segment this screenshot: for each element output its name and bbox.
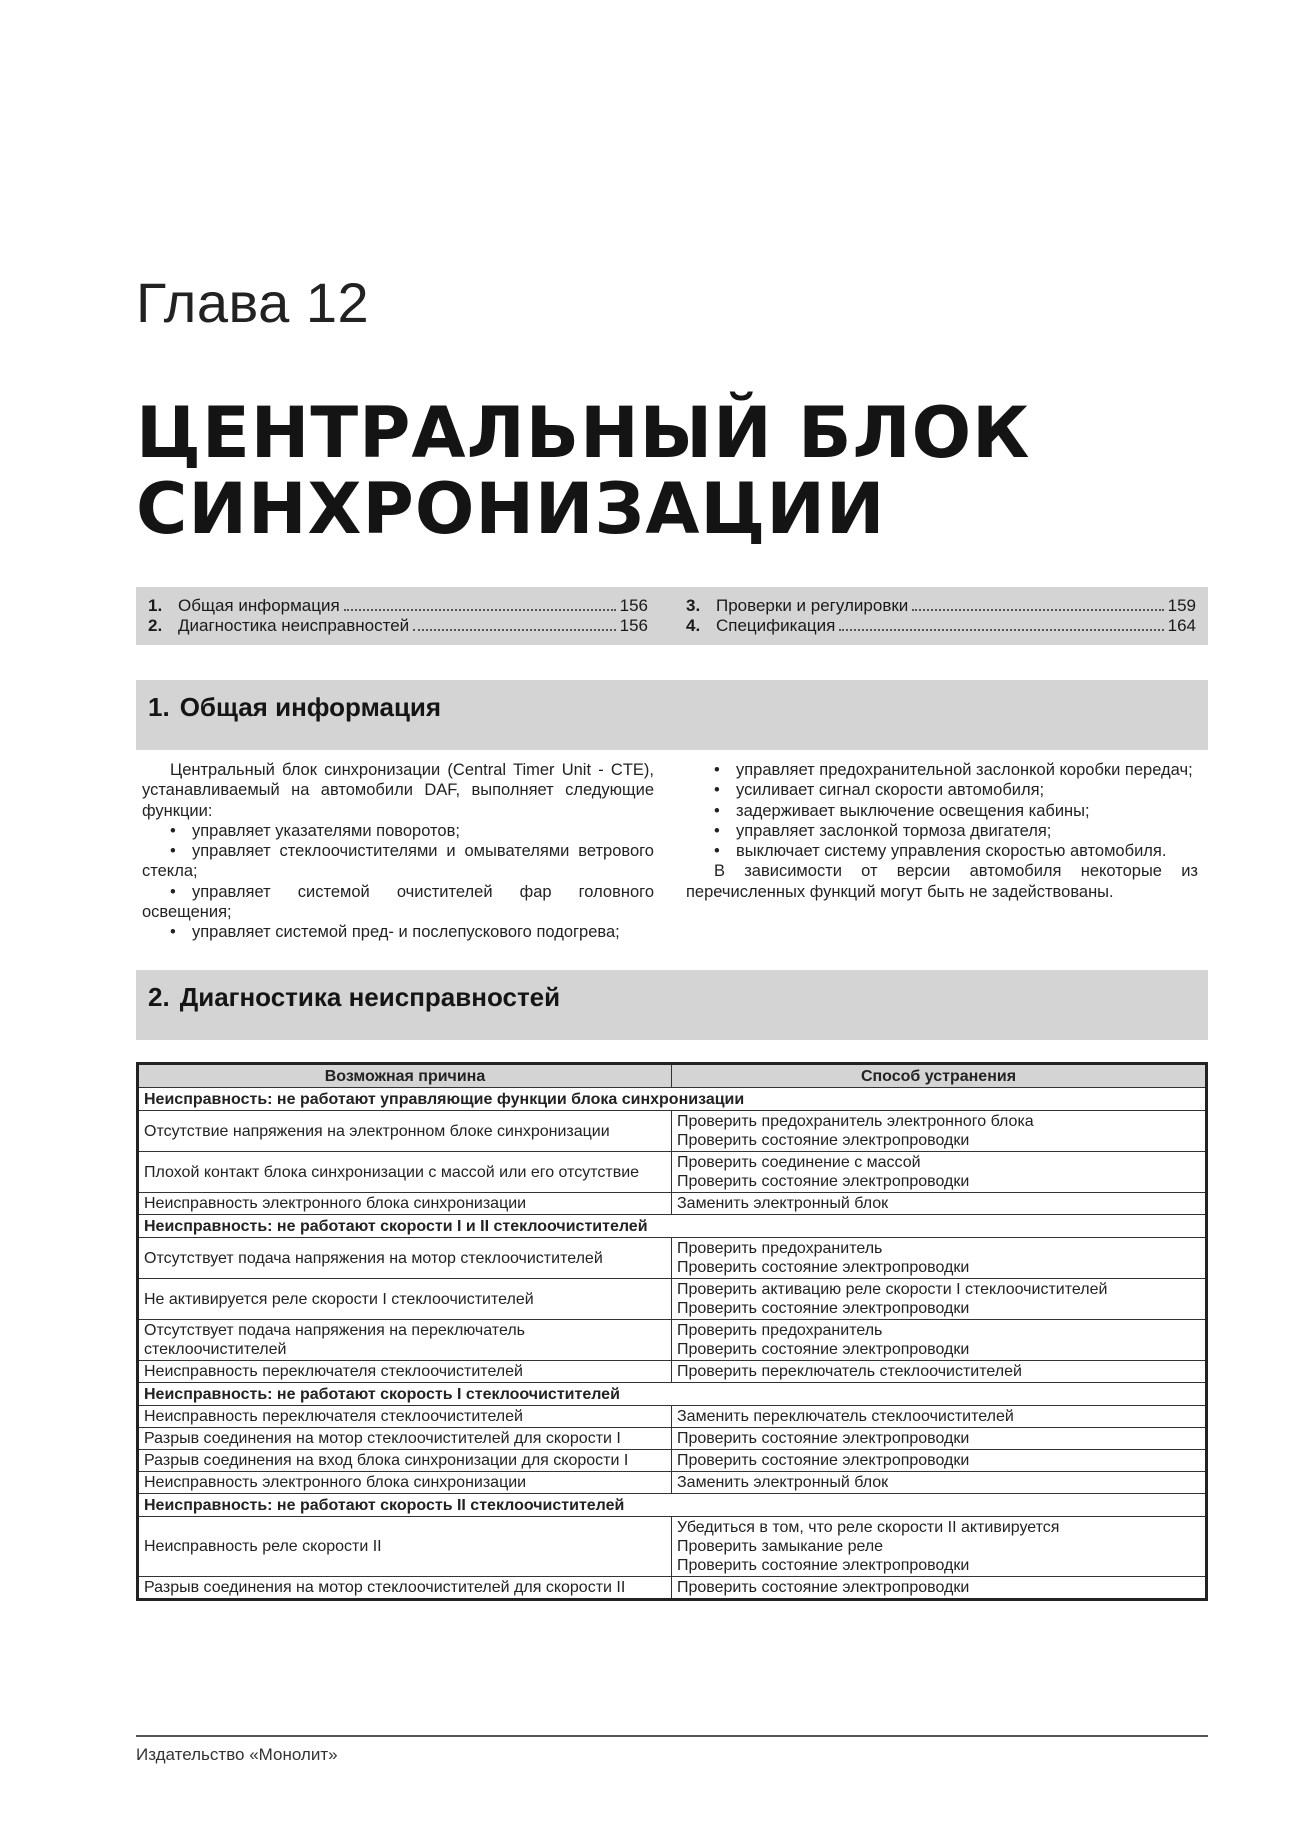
table-row: [138, 1193, 1207, 1215]
cause-cell: Не активируется реле скорости I стеклоочистителей: [138, 1279, 672, 1320]
fix-step: Проверить замыкание реле: [677, 1538, 884, 1555]
toc-leader-dots: [839, 629, 1163, 631]
fix-cell: [672, 1517, 1207, 1577]
fix-step: Убедиться в том, что реле скорости II активируется: [677, 1519, 1060, 1536]
function-list-right: [686, 760, 1198, 861]
fix-step: Проверить соединение с массой: [677, 1154, 921, 1171]
table-row: [138, 1577, 1207, 1600]
fix-step: Проверить предохранитель: [677, 1322, 883, 1339]
section1-intro: Центральный блок синхронизации (Central Timer Unit - CTE), устанавливаемый на автомобили DAF, выполняет следующие функции:: [142, 761, 654, 820]
fix-step: Проверить состояние электропроводки: [677, 1259, 970, 1276]
toc-leader-dots: [344, 609, 616, 611]
toc-column-left: [148, 596, 648, 636]
fault-group-title: Неисправность: не работают скорость II стеклоочистителей: [138, 1494, 1207, 1517]
function-list-left: [142, 821, 654, 943]
chapter-label: Глава 12: [136, 271, 370, 334]
section-heading-diagnostics: [136, 970, 1208, 1040]
fix-step: Проверить состояние электропроводки: [677, 1173, 970, 1190]
bullet-icon: •: [170, 821, 176, 840]
list-item: • задерживает выключение освещения кабины;: [714, 801, 1090, 820]
toc-column-right: [686, 596, 1196, 636]
toc-item-title: Общая информация: [178, 596, 340, 615]
toc-item-title: Спецификация: [716, 616, 836, 635]
fix-step: Проверить состояние электропроводки: [677, 1452, 970, 1469]
toc-item[interactable]: [686, 596, 1196, 616]
fix-step: Заменить переключатель стеклоочистителей: [677, 1408, 1014, 1425]
fix-step: Проверить состояние электропроводки: [677, 1430, 970, 1447]
table-row: [138, 1472, 1207, 1494]
toc-item-number: 1.: [148, 596, 163, 615]
fix-cell: [672, 1320, 1207, 1361]
cause-cell: Плохой контакт блока синхронизации с массой или его отсутствие: [138, 1152, 672, 1193]
table-row: [138, 1361, 1207, 1383]
table-row: [138, 1152, 1207, 1193]
toc-item-title: Диагностика неисправностей: [178, 616, 410, 635]
table-row: [138, 1450, 1207, 1472]
bullet-icon: •: [170, 923, 176, 942]
toc-item-page: 156: [619, 596, 648, 615]
list-item: • управляет стеклоочистителями и омывателями ветрового стекла;: [142, 842, 654, 881]
fix-cell: [672, 1238, 1207, 1279]
list-item: • управляет предохранительной заслонкой коробки передач;: [714, 761, 1193, 779]
cause-cell: Разрыв соединения на вход блока синхронизации для скорости I: [138, 1450, 672, 1472]
toc-item[interactable]: [148, 596, 648, 616]
section-number: 2.: [148, 982, 170, 1012]
toc-item-page: 164: [1167, 616, 1196, 635]
chapter-title: [136, 392, 1186, 550]
bullet-icon: •: [170, 842, 176, 861]
table-row: [138, 1428, 1207, 1450]
cause-cell: Неисправность электронного блока синхронизации: [138, 1472, 672, 1494]
toc-item-title: Проверки и регулировки: [716, 596, 909, 615]
bullet-icon: •: [714, 821, 720, 840]
fix-step: Проверить состояние электропроводки: [677, 1579, 970, 1596]
table-row: [138, 1320, 1207, 1361]
cause-cell: Отсутствует подача напряжения на мотор стеклоочистителей: [138, 1238, 672, 1279]
table-group-row: [138, 1383, 1207, 1406]
bullet-icon: •: [714, 842, 720, 861]
fix-step: Проверить переключатель стеклоочистителей: [677, 1363, 1022, 1380]
cause-cell: Отсутствует подача напряжения на переключатель стеклоочистителей: [138, 1320, 672, 1361]
cause-cell: Неисправность электронного блока синхронизации: [138, 1193, 672, 1215]
list-item: • усиливает сигнал скорости автомобиля;: [714, 781, 1045, 800]
column-header-fix: Способ устранения: [672, 1064, 1207, 1088]
fix-step: Проверить состояние электропроводки: [677, 1341, 970, 1358]
fix-cell: [672, 1472, 1207, 1494]
table-group-row: [138, 1088, 1207, 1111]
section-title: Диагностика неисправностей: [179, 982, 561, 1012]
fix-step: Проверить состояние электропроводки: [677, 1132, 970, 1149]
toc-item-number: 4.: [686, 616, 701, 635]
section-number: 1.: [148, 692, 170, 722]
fix-cell: [672, 1111, 1207, 1152]
toc-leader-dots: [413, 629, 615, 631]
toc-item[interactable]: [148, 616, 648, 636]
fault-group-title: Неисправность: не работают скорости I и II стеклоочистителей: [138, 1215, 1207, 1238]
cause-cell: Неисправность переключателя стеклоочистителей: [138, 1361, 672, 1383]
bullet-icon: •: [714, 801, 720, 820]
column-header-cause: Возможная причина: [138, 1064, 672, 1088]
cause-cell: Отсутствие напряжения на электронном блоке синхронизации: [138, 1111, 672, 1152]
publisher-footer: Издательство «Монолит»: [136, 1745, 338, 1764]
table-of-contents: [136, 587, 1208, 645]
toc-item-number: 3.: [686, 596, 701, 615]
fix-cell: [672, 1279, 1207, 1320]
bullet-icon: •: [714, 761, 720, 779]
table-row: [138, 1279, 1207, 1320]
fix-cell: [672, 1428, 1207, 1450]
footer-divider: [136, 1735, 1208, 1737]
cause-cell: Неисправность переключателя стеклоочистителей: [138, 1406, 672, 1428]
bullet-icon: •: [714, 781, 720, 800]
section-title: Общая информация: [179, 692, 442, 722]
table-row: [138, 1517, 1207, 1577]
fix-step: Проверить состояние электропроводки: [677, 1557, 970, 1574]
list-item: • выключает систему управления скоростью автомобиля.: [714, 842, 1167, 861]
table-header-row: [138, 1064, 1207, 1088]
table-group-row: [138, 1494, 1207, 1517]
fix-step: Заменить электронный блок: [677, 1195, 889, 1212]
fix-step: Проверить предохранитель электронного блока: [677, 1113, 1034, 1130]
section1-closing: В зависимости от версии автомобиля некоторые из перечисленных функций могут быть не задействованы.: [686, 862, 1198, 901]
fix-step: Проверить активацию реле скорости I стеклоочистителей: [677, 1281, 1108, 1298]
diagnostics-table: [136, 1062, 1208, 1601]
fault-group-title: Неисправность: не работают скорость I стеклоочистителей: [138, 1383, 1207, 1406]
toc-item-page: 159: [1167, 596, 1196, 615]
fix-cell: [672, 1193, 1207, 1215]
chapter-title-line: СИНХРОНИЗАЦИИ: [136, 468, 886, 550]
toc-leader-dots: [912, 609, 1163, 611]
chapter-title-line: ЦЕНТРАЛЬНЫЙ БЛОК: [136, 392, 1031, 474]
fix-step: Заменить электронный блок: [677, 1474, 889, 1491]
section1-column-right: [686, 760, 1198, 902]
toc-item-number: 2.: [148, 616, 163, 635]
table-body: [138, 1088, 1207, 1600]
fix-cell: [672, 1152, 1207, 1193]
list-item: • управляет системой очистителей фар головного освещения;: [142, 882, 654, 922]
fix-step: Проверить предохранитель: [677, 1240, 883, 1257]
section1-column-left: [142, 760, 654, 943]
fix-cell: [672, 1577, 1207, 1600]
table-row: [138, 1111, 1207, 1152]
fix-cell: [672, 1361, 1207, 1383]
table-group-row: [138, 1215, 1207, 1238]
table-row: [138, 1238, 1207, 1279]
fault-group-title: Неисправность: не работают управляющие функции блока синхронизации: [138, 1088, 1207, 1111]
list-item: • управляет системой пред- и послепускового подогрева;: [170, 923, 620, 942]
table-row: [138, 1406, 1207, 1428]
cause-cell: Разрыв соединения на мотор стеклоочистителей для скорости I: [138, 1428, 672, 1450]
bullet-icon: •: [170, 882, 176, 901]
fix-cell: [672, 1406, 1207, 1428]
cause-cell: Неисправность реле скорости II: [138, 1517, 672, 1577]
cause-cell: Разрыв соединения на мотор стеклоочистителей для скорости II: [138, 1577, 672, 1600]
fix-cell: [672, 1450, 1207, 1472]
list-item: • управляет указателями поворотов;: [170, 821, 460, 840]
list-item: • управляет заслонкой тормоза двигателя;: [714, 821, 1052, 840]
toc-item-page: 156: [619, 616, 648, 635]
fix-step: Проверить состояние электропроводки: [677, 1300, 970, 1317]
section-heading-general-info: [136, 680, 1208, 750]
toc-item[interactable]: [686, 616, 1196, 636]
